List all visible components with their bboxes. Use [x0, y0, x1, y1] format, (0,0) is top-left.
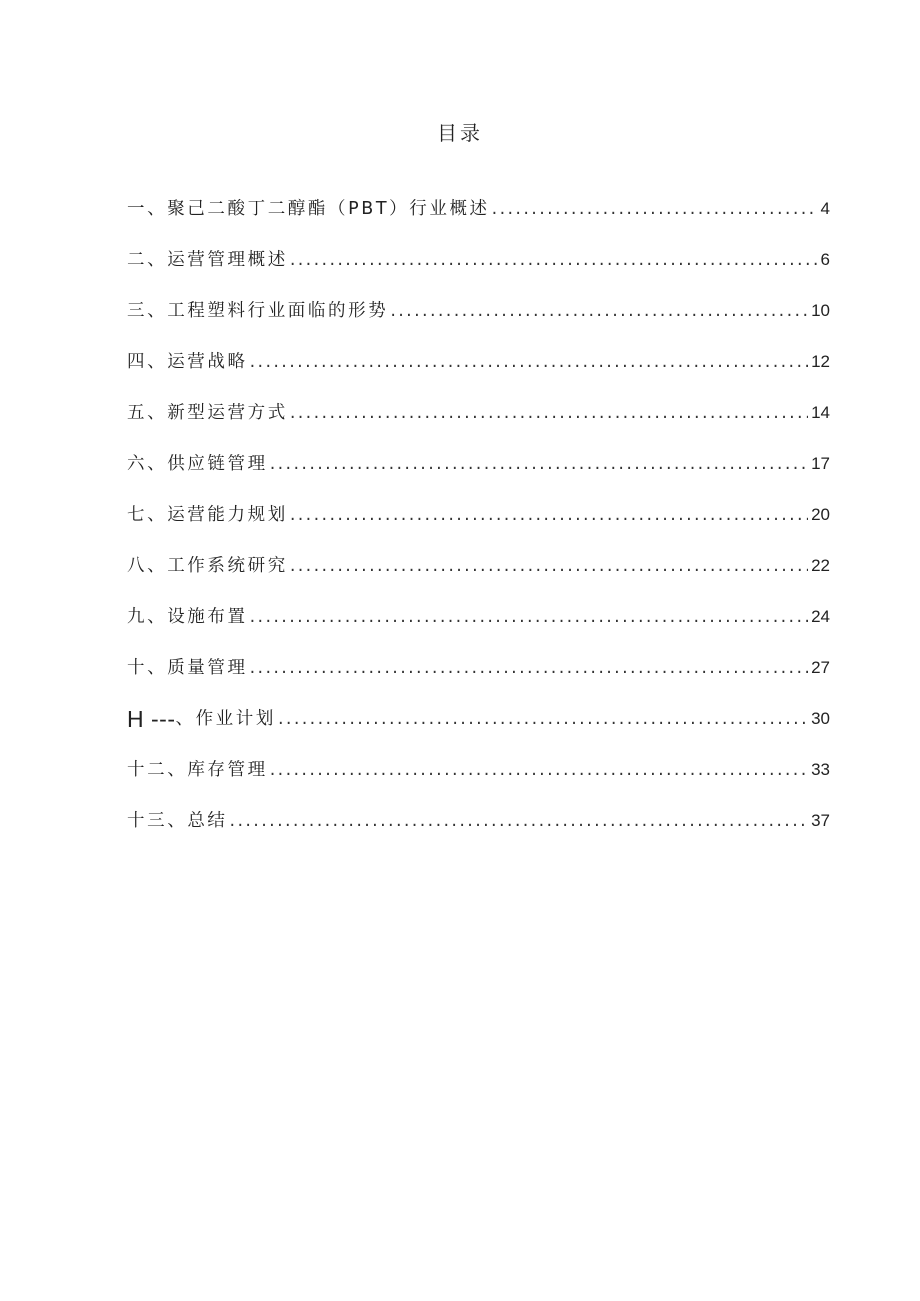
toc-entry-page: 37 — [811, 811, 830, 830]
toc-entry-label: 运营能力规划 — [167, 505, 288, 525]
toc-dot-leader — [250, 599, 808, 635]
toc-entry[interactable] — [127, 635, 830, 686]
toc-entry-label: 新型运营方式 — [167, 403, 288, 423]
toc-entry[interactable] — [127, 788, 830, 839]
toc-entry[interactable] — [127, 380, 830, 431]
toc-entry-page: 4 — [820, 199, 830, 218]
toc-entry-page: 33 — [811, 760, 830, 779]
toc-dot-leader — [290, 548, 808, 584]
toc-entry-number: 九、 — [127, 607, 168, 627]
toc-entry[interactable] — [127, 176, 830, 227]
toc-dot-leader — [492, 191, 818, 227]
toc-entry-label: 聚己二酸丁二醇酯（PBT）行业概述 — [167, 199, 490, 219]
toc-entry-number: 五、 — [127, 403, 168, 423]
toc-dot-leader — [250, 344, 808, 380]
toc-dot-leader — [290, 497, 808, 533]
toc-entry-page: 14 — [811, 403, 830, 422]
toc-entry-page: 17 — [811, 454, 830, 473]
toc-entry-number: 二、 — [127, 250, 168, 270]
toc-entry[interactable] — [127, 278, 830, 329]
toc-entry[interactable] — [127, 431, 830, 482]
toc-entry-number: 十、 — [127, 658, 168, 678]
toc-entry-page: 24 — [811, 607, 830, 626]
toc-entry[interactable] — [127, 329, 830, 380]
toc-entry-page: 12 — [811, 352, 830, 371]
toc-dot-leader — [230, 803, 809, 839]
toc-entry-page: 20 — [811, 505, 830, 524]
toc-entry-page: 27 — [811, 658, 830, 677]
toc-dot-leader — [290, 395, 808, 431]
toc-entry[interactable] — [127, 482, 830, 533]
toc-entry-label: 、作业计划 — [175, 709, 276, 729]
toc-dot-leader — [250, 650, 808, 686]
toc-dot-leader — [270, 446, 808, 482]
toc-dot-leader — [390, 293, 808, 329]
toc-entry-label: 库存管理 — [187, 760, 268, 780]
toc-entry-number: 一、 — [127, 199, 168, 219]
toc-title: 目录 — [437, 121, 483, 145]
toc-entry-number: 十二、 — [127, 760, 188, 780]
toc-entry-page: 10 — [811, 301, 830, 320]
toc-entry-label: 供应链管理 — [167, 454, 268, 474]
toc-entry-number: H --- — [127, 706, 176, 732]
table-of-contents — [127, 176, 830, 839]
toc-entry-label: 质量管理 — [167, 658, 248, 678]
toc-entry-number: 六、 — [127, 454, 168, 474]
toc-entry-page: 22 — [811, 556, 830, 575]
toc-entry[interactable] — [127, 533, 830, 584]
toc-entry[interactable] — [127, 584, 830, 635]
toc-entry-page: 6 — [820, 250, 830, 269]
toc-entry-label: 运营战略 — [167, 352, 248, 372]
toc-entry-number: 十三、 — [127, 811, 188, 831]
toc-entry-label: 工程塑料行业面临的形势 — [167, 301, 389, 321]
toc-entry-label: 运营管理概述 — [167, 250, 288, 270]
toc-entry[interactable] — [127, 737, 830, 788]
toc-dot-leader — [270, 752, 808, 788]
toc-entry-label: 设施布置 — [167, 607, 248, 627]
toc-entry-label: 总结 — [187, 811, 228, 831]
toc-entry-label: 工作系统研究 — [167, 556, 288, 576]
toc-entry[interactable] — [127, 686, 830, 737]
toc-entry-number: 七、 — [127, 505, 168, 525]
toc-entry-number: 三、 — [127, 301, 168, 321]
toc-entry-page: 30 — [811, 709, 830, 728]
toc-entry[interactable] — [127, 227, 830, 278]
toc-entry-number: 八、 — [127, 556, 168, 576]
toc-entry-number: 四、 — [127, 352, 168, 372]
toc-dot-leader — [290, 242, 818, 278]
toc-dot-leader — [278, 701, 808, 737]
